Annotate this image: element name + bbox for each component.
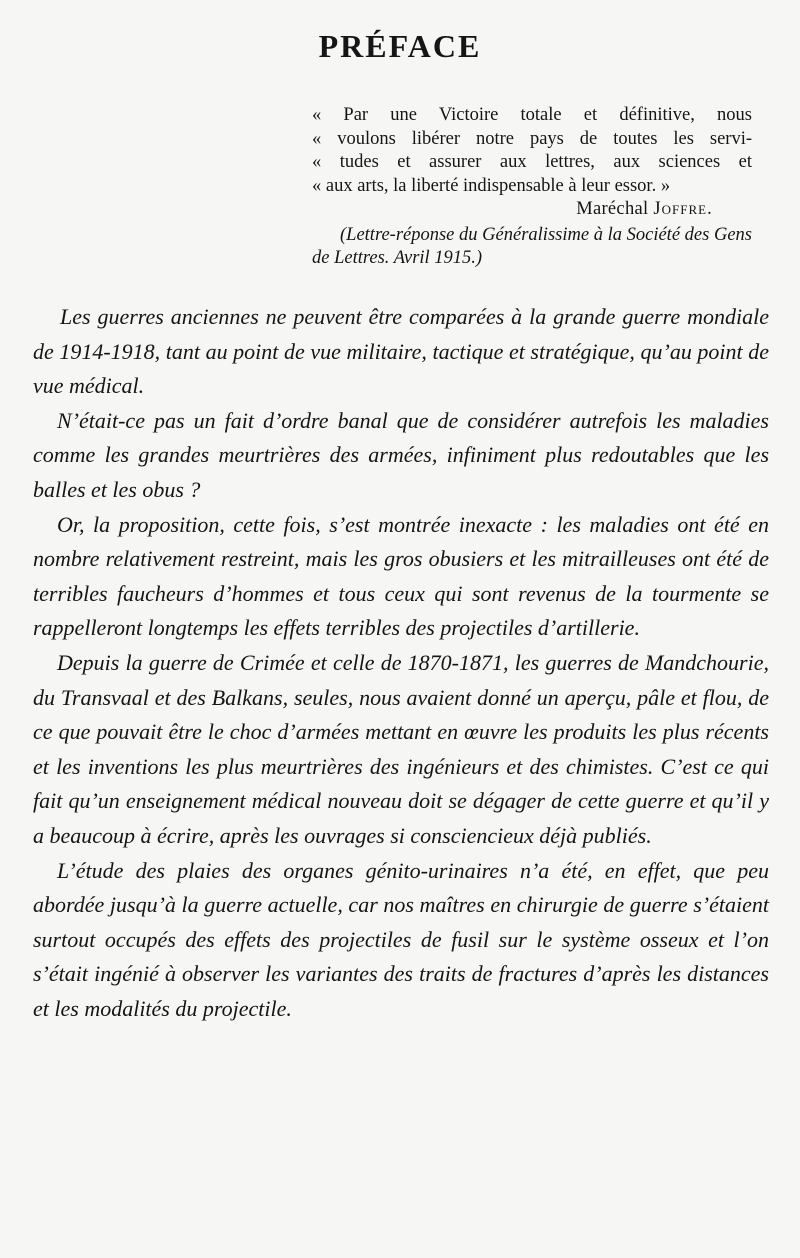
paragraph: Les guerres anciennes ne peuvent être comparées à la grande guerre mondiale de 1914-1918, tant au point de vue militaire, tactique et stratégique, qu’au point de vue médical.: [33, 304, 769, 399]
paragraph: L’étude des plaies des organes génito-urinaires n’a été, en effet, que peu abordée jusqu’à la guerre actuelle, car nos maîtres en chirurgie de guerre s’étaient surtout occupés des effets des projectiles de fusil sur le système osseux et l’on s’était ingénié à observer les variantes des traits de fractures d’après les distances et les modalités du projectile.: [33, 857, 769, 1021]
paragraph: Or, la proposition, cette fois, s’est montrée inexacte : les maladies ont été en nombre relativement restreint, mais les gros obusiers et les mitrailleuses ont été de terribles faucheurs d’hommes et tous ceux qui sont revenus de la tourmente se rappelleront longtemps les effets terribles des projectiles d’artillerie.: [33, 511, 769, 641]
paragraph: Depuis la guerre de Crimée et celle de 1870-1871, les guerres de Mandchourie, du Transvaal et des Balkans, seules, nous avaient donné un aperçu, pâle et flou, de ce que pouvait être le choc d’armées mettant en œuvre les produits les plus récents et les inventions les plus meurtrières des ingénieurs et des chimistes. C’est ce qui fait qu’un enseignement médical nouveau doit se dégager de cette guerre et qu’il y a beaucoup à écrire, après les ouvrages si consciencieux déjà publiés.: [33, 649, 769, 848]
epigraph-line: « aux arts, la liberté indispensable à leur essor. »: [312, 175, 671, 196]
epigraph-author: [312, 198, 752, 222]
epigraph-source: (Lettre-réponse du Généralissime à la Société des Gens de Lettres. Avril 1915.): [312, 224, 752, 268]
paragraph: N’était-ce pas un fait d’ordre banal que de considérer autrefois les maladies comme les grandes meurtrières des armées, infiniment plus redoutables que les balles et les obus ?: [33, 407, 769, 502]
page-title: PRÉFACE: [318, 28, 482, 64]
epigraph-line: « Par une Victoire totale et définitive, nous: [312, 105, 752, 125]
epigraph-line: « voulons libérer notre pays de toutes les servi-: [312, 128, 752, 149]
epigraph-line: « tudes et assurer aux lettres, aux sciences et: [312, 152, 752, 172]
author-name: Joffre: [653, 199, 708, 219]
epigraph: [312, 104, 752, 271]
preface-body: [33, 300, 769, 1026]
author-prefix: Maréchal: [576, 199, 649, 219]
author-suffix: .: [707, 199, 712, 219]
